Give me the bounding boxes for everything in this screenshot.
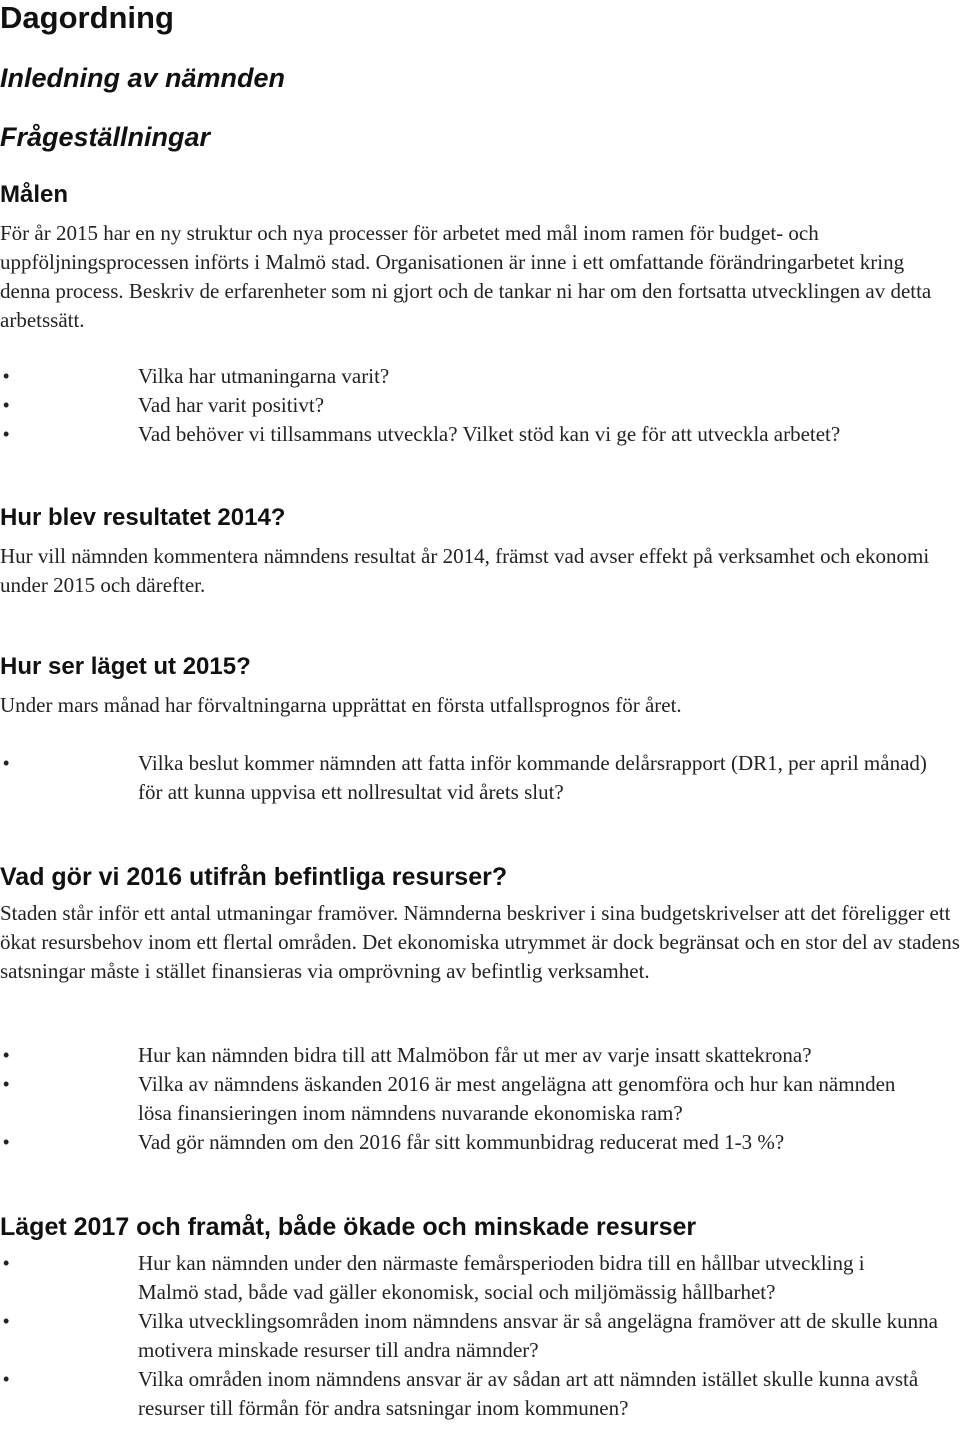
bullet-icon: • bbox=[3, 424, 10, 444]
bullet-icon: • bbox=[3, 753, 10, 773]
list-item: • Hur kan nämnden under den närmaste femårsperioden bidra till en hållbar utveckling i Malmö stad, både vad gäller ekonomisk, social och miljömässig hållbarhet? bbox=[3, 1251, 865, 1304]
subtitle-fragestallningar: Frågeställningar bbox=[0, 122, 211, 152]
list-item: • Vilka beslut kommer nämnden att fatta inför kommande delårsrapport (DR1, per april månad) för att kunna uppvisa ett nollresultat vid årets slut? bbox=[3, 751, 927, 804]
bullet-icon: • bbox=[3, 366, 10, 386]
list-item: • Vilka områden inom nämndens ansvar är av sådan art att nämnden istället skulle kunna avstå resurser till förmån för andra satsningar inom kommunen? bbox=[3, 1367, 919, 1420]
page-title: Dagordning bbox=[0, 0, 174, 35]
bullet-icon: • bbox=[3, 1369, 10, 1389]
list-item: • Vilka av nämndens äskanden 2016 är mest angelägna att genomföra och hur kan nämnden lösa finansieringen inom nämndens nuvarande ekonomiska ram? bbox=[3, 1072, 896, 1125]
bullet-list-ar-2016 bbox=[0, 1041, 960, 1157]
bullet-icon: • bbox=[3, 1132, 10, 1152]
bullet-icon: • bbox=[3, 1045, 10, 1065]
bullet-icon: • bbox=[3, 395, 10, 415]
heading-laget-2017: Läget 2017 och framåt, både ökade och minskade resurser bbox=[0, 1213, 697, 1241]
list-item: • Vilka utvecklingsområden inom nämndens ansvar är så angelägna framöver att de skulle kunna motivera minskade resurser till andra nämnder? bbox=[3, 1309, 938, 1362]
list-item: • Vilka har utmaningarna varit? bbox=[0, 362, 960, 391]
heading-malen: Målen bbox=[0, 181, 69, 208]
bullet-icon: • bbox=[3, 1311, 10, 1331]
subtitle-inledning: Inledning av nämnden bbox=[0, 63, 286, 93]
list-item: • Vad har varit positivt? bbox=[0, 391, 960, 420]
list-item: • Vad gör nämnden om den 2016 får sitt kommunbidrag reducerat med 1-3 %? bbox=[0, 1128, 960, 1157]
list-item: • Hur kan nämnden bidra till att Malmöbon får ut mer av varje insatt skattekrona? bbox=[0, 1041, 960, 1070]
bullet-icon: • bbox=[3, 1253, 10, 1273]
heading-resultat-2014: Hur blev resultatet 2014? bbox=[0, 504, 286, 531]
bullet-list-laget-2015 bbox=[0, 749, 945, 807]
paragraph-laget-2015: Under mars månad har förvaltningarna upprättat en första utfallsprognos för året. bbox=[0, 693, 682, 717]
paragraph-malen: För år 2015 har en ny struktur och nya processer för arbetet med mål inom ramen för budget- och uppföljningsprocessen införts i Malmö stad. Organisationen är inne i ett omfattande förändringarbetet kring denna process. Beskriv de erfarenheter som ni gjort och de tankar ni har om den fortsatta utvecklingen av detta arbetssätt. bbox=[0, 221, 932, 332]
paragraph-resultat-2014: Hur vill nämnden kommentera nämndens resultat år 2014, främst vad avser effekt på verksamhet och ekonomi under 2015 och därefter. bbox=[0, 544, 930, 597]
paragraph-ar-2016: Staden står inför ett antal utmaningar framöver. Nämnderna beskriver i sina budgetskrivelser att det föreligger ett ökat resursbehov inom ett flertal områden. Det ekonomiska utrymmet är dock begränsat och en stor del av stadens satsningar måste i stället finansieras via omprövning av befintlig verksamhet. bbox=[0, 901, 960, 983]
heading-ar-2016: Vad gör vi 2016 utifrån befintliga resurser? bbox=[0, 863, 508, 891]
bullet-icon: • bbox=[3, 1074, 10, 1094]
bullet-list-malen bbox=[0, 362, 960, 449]
heading-laget-2015: Hur ser läget ut 2015? bbox=[0, 653, 251, 680]
bullet-list-laget-2017 bbox=[0, 1249, 960, 1423]
list-item: • Vad behöver vi tillsammans utveckla? Vilket stöd kan vi ge för att utveckla arbetet? bbox=[0, 420, 960, 449]
